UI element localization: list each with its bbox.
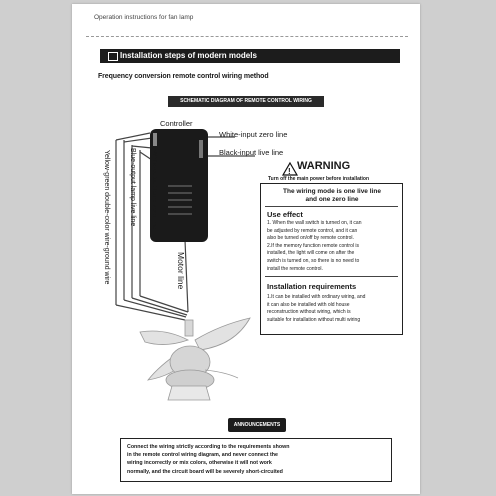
req-line: 1.It can be installed with ordinary wiring, and (267, 294, 366, 300)
announcements-text (127, 443, 387, 476)
use-line: 1. When the wall switch is turned on, it can (267, 220, 362, 226)
use-line: installed, the light will come on after the (267, 250, 355, 257)
schematic-title: SCHEMATIC DIAGRAM OF REMOTE CONTROL WIRING (168, 96, 324, 107)
use-line: be adjusted by remote control, and it can (267, 227, 358, 234)
wiring-mode-line1: The wiring mode is one live line (283, 188, 381, 195)
white-output-label: White-output lamp zero line (151, 150, 158, 230)
use-effect-title: Use effect (267, 210, 303, 219)
ground-wire-label: Yellow-green double-color wire-ground wire (103, 150, 110, 285)
svg-text:!: ! (288, 167, 291, 176)
req-line: reconstruction without wiring, which is (267, 309, 351, 316)
use-effect-text (267, 220, 397, 273)
divider (265, 276, 398, 277)
wiring-mode-line2: and one zero line (305, 196, 359, 203)
use-line: install the remote control. (267, 265, 323, 272)
install-req-text (267, 294, 397, 324)
warning-triangle-icon (283, 163, 297, 176)
install-req-title: Installation requirements (267, 282, 357, 291)
controller-label: Controller (160, 119, 193, 128)
warning-title: WARNING (297, 160, 351, 172)
ann-line: in the remote control wiring diagram, and never connect the (127, 452, 278, 459)
warning-subtitle: Turn off the main power before installation (268, 176, 370, 182)
req-line: suitable for installation without multi wiring (267, 316, 361, 323)
req-line: it can also be installed with old house (267, 301, 350, 308)
warning-box (260, 183, 403, 335)
announcements-label: ANNOUNCEMENTS (228, 418, 286, 432)
use-line: 2.If the memory function remote control is (267, 242, 359, 249)
ann-line: Connect the wiring strictly according to the requirements shown (127, 444, 290, 450)
section-title: Installation steps of modern models (120, 51, 257, 60)
page-header: Operation instructions for fan lamp (94, 14, 194, 21)
subtitle: Frequency conversion remote control wiring method (98, 73, 269, 80)
announcements-box (120, 438, 392, 482)
white-input-label: White-input zero line (219, 130, 288, 139)
divider (265, 206, 398, 207)
ann-line: normally, and the circuit board will be severely short-circuited (127, 468, 283, 475)
fan-illustration (140, 318, 250, 400)
use-line: switch is turned on, so there is no need to (267, 257, 360, 264)
wiring-mode (273, 188, 391, 204)
use-line: also be turned on/off by remote control. (267, 235, 354, 242)
ann-line: wiring incorrectly or mix colors, otherwise it will not work (127, 460, 272, 467)
motor-line-label: Motor line (176, 252, 186, 290)
blue-output-label: Blue-output lamp live line (129, 148, 136, 227)
black-input-label: Black-input live line (219, 148, 284, 157)
